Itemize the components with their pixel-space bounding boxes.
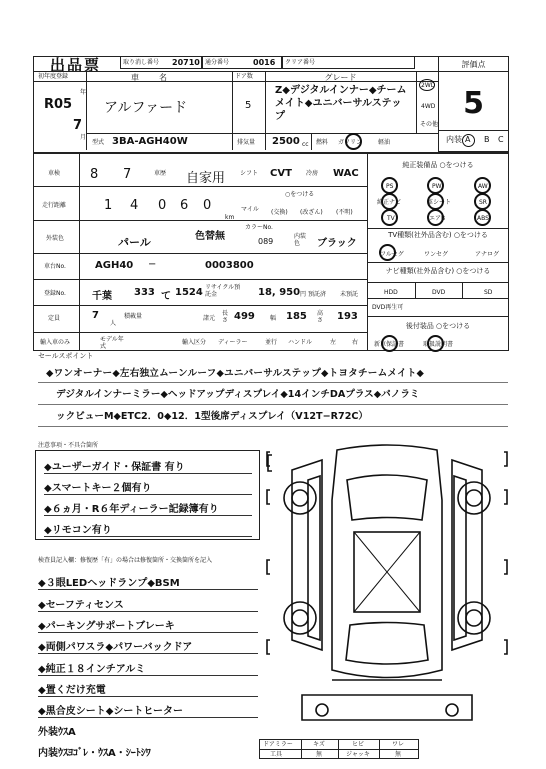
mileage-unit: km bbox=[225, 214, 235, 221]
interior-color-label: 内装色 bbox=[294, 233, 307, 247]
drive-4wd: 4WD bbox=[421, 103, 436, 110]
year-unit: 年 bbox=[80, 89, 87, 96]
equip-airbag-circle bbox=[427, 209, 444, 226]
height-unit: 高さ bbox=[317, 310, 324, 324]
claim-label: クリア番号 bbox=[285, 59, 316, 66]
tv-oneseg: ワンセグ bbox=[424, 251, 449, 258]
reg-era: R05 bbox=[44, 97, 73, 112]
color-change: 色替無 bbox=[195, 231, 225, 242]
equip-sr-circle bbox=[474, 193, 491, 210]
shaken-year: 8 bbox=[90, 167, 99, 182]
import-dealer: ディーラー bbox=[218, 339, 248, 346]
drive-2wd: 2WD bbox=[421, 82, 436, 89]
handle-label: ハンドル bbox=[288, 339, 313, 346]
ac-value: WAC bbox=[333, 168, 359, 179]
plate-number: 1524 bbox=[175, 287, 203, 298]
color-label: 外装色 bbox=[46, 235, 65, 242]
repair-8: 外装ｳｽA bbox=[38, 727, 76, 738]
car-name: アルファード bbox=[104, 100, 188, 116]
grade-value: Z◆デジタルインナー◆チームメイト◆ユニバーサルステップ bbox=[275, 85, 407, 122]
plate-class: 333 bbox=[134, 287, 155, 298]
handle-left: 左 bbox=[330, 339, 337, 346]
equip-nav-circle bbox=[381, 193, 398, 210]
equip-airbag: エアB bbox=[429, 215, 446, 222]
repair-9: 内装ｳｽﾖｺﾞﾚ・ｳｽA・ｼｰﾄｼﾜ bbox=[38, 748, 151, 759]
recycle-paid: 預託済 bbox=[308, 291, 327, 298]
load-label: 積載量 bbox=[124, 313, 143, 320]
mileage-d2: 4 bbox=[130, 198, 139, 213]
equip-pw: PW bbox=[432, 183, 442, 190]
mileage-mark-label: ○をつける bbox=[285, 191, 315, 198]
note-2: ◆スマートキー２個有り bbox=[44, 479, 252, 495]
reg-month: 7 bbox=[73, 118, 83, 133]
doors-label: ドア数 bbox=[235, 73, 253, 80]
fuel-label: 燃料 bbox=[316, 139, 329, 146]
interior-label: 内装 bbox=[446, 135, 462, 144]
note-1: ◆ユーザーガイド・保証書 有り bbox=[44, 458, 252, 474]
after-manual: 取扱説明書 bbox=[423, 341, 454, 348]
interior-color-value: ブラック bbox=[317, 238, 357, 249]
mileage-mark-swap: (交換) bbox=[271, 209, 288, 216]
chassis-number: 0003800 bbox=[205, 260, 254, 271]
note-4: ◆リモコン有り bbox=[44, 521, 252, 537]
repair-2: ◆セーフティセンス bbox=[38, 596, 258, 612]
recycle-unit: 円 bbox=[300, 291, 307, 298]
equip-aw: AW bbox=[478, 183, 488, 190]
plate-area: 千葉 bbox=[92, 291, 112, 302]
recycle-label: リサイクル預託金 bbox=[205, 284, 241, 298]
plate-label: 登録No. bbox=[44, 290, 66, 297]
car-damage-diagram bbox=[262, 440, 512, 730]
drive-other: その他 bbox=[420, 121, 439, 128]
model-value: 3BA-AGH40W bbox=[112, 136, 188, 147]
sales-point-label: セールスポイント bbox=[38, 352, 94, 360]
repair-4: ◆両側パワスラ◆パワーバックドア bbox=[38, 638, 258, 654]
color-value: パール bbox=[118, 236, 151, 249]
nav-title: ナビ種類(社外品含む) ○をつける bbox=[385, 267, 491, 275]
displacement-value: 2500 bbox=[272, 136, 300, 147]
import-label: 輸入車のみ bbox=[40, 339, 71, 346]
displacement-label: 排気量 bbox=[237, 139, 256, 146]
equip-aw-circle bbox=[474, 177, 491, 194]
usage-value: 自家用 bbox=[186, 171, 226, 186]
footer-h4: ワレ bbox=[392, 741, 405, 748]
after-warranty-circle bbox=[381, 335, 398, 352]
mileage-mark-tamper: (改ざん) bbox=[300, 209, 323, 216]
lot-value: 20710 bbox=[172, 58, 200, 67]
tv-fullseg: フルセグ bbox=[380, 251, 404, 258]
drive-2wd-circle bbox=[419, 79, 435, 91]
doors-value: 5 bbox=[245, 100, 252, 111]
capacity-unit: 人 bbox=[110, 320, 117, 327]
repair-3: ◆パーキングサポートブレーキ bbox=[38, 617, 258, 633]
usage-label: 車歴 bbox=[154, 170, 167, 177]
tv-title: TV種類(社外品含む) ○をつける bbox=[388, 231, 488, 239]
tv-fullseg-circle bbox=[379, 244, 396, 261]
interior-grade-c: C bbox=[498, 135, 504, 144]
equip-ps-circle bbox=[381, 177, 398, 194]
footer-h1: ドアミラー bbox=[263, 741, 293, 748]
equip-tv: TV bbox=[387, 215, 395, 222]
equip-nav: 純正ナビ bbox=[377, 199, 402, 206]
fuel-diesel: 軽油 bbox=[378, 139, 391, 146]
equip-abs-circle bbox=[474, 209, 491, 226]
name-label: 車名 bbox=[131, 73, 187, 82]
mileage-d3: 0 bbox=[158, 198, 167, 213]
footer-v2: 無 bbox=[316, 751, 323, 758]
score-value: 5 bbox=[463, 86, 484, 121]
width-unit: 幅 bbox=[270, 315, 277, 322]
import-type-label: 輸入区分 bbox=[182, 339, 207, 346]
interior-grade-b: B bbox=[484, 135, 490, 144]
plate-kana: て bbox=[161, 291, 171, 302]
dims-label: 諸元 bbox=[203, 315, 216, 322]
color-no-value: 089 bbox=[258, 237, 274, 246]
seq-value: 0016 bbox=[253, 58, 276, 67]
nav-hdd: HDD bbox=[384, 289, 398, 296]
recycle-value: 18, 950 bbox=[258, 287, 301, 298]
chassis-dash: − bbox=[148, 259, 157, 270]
equip-leather-circle bbox=[427, 193, 444, 210]
mileage-d5: 0 bbox=[203, 198, 212, 213]
shaken-month: 7 bbox=[123, 167, 132, 182]
fuel-gasoline: ガソリン bbox=[338, 139, 363, 146]
shift-label: シフト bbox=[240, 170, 259, 177]
footer-h3: ヒビ bbox=[352, 741, 365, 748]
score-label: 評価点 bbox=[461, 60, 486, 69]
mileage-label: 走行距離 bbox=[42, 202, 67, 209]
length-value: 499 bbox=[234, 311, 255, 322]
length-unit: 長さ bbox=[222, 310, 229, 324]
lot-label: 取り消し番号 bbox=[123, 59, 160, 66]
repair-6: ◆置くだけ充電 bbox=[38, 681, 258, 697]
notes-label: 注意事項・不具合箇所 bbox=[38, 442, 99, 449]
footer-v3: ジャッキ bbox=[346, 751, 370, 758]
displacement-unit: cc bbox=[302, 141, 309, 148]
sales-line-1: ◆ワンオーナー◆左右独立ムーンルーフ◆ユニバーサルステップ◆トヨタチームメイト◆ bbox=[46, 368, 425, 379]
equip-sr: SR bbox=[479, 199, 487, 206]
month-unit: 月 bbox=[80, 134, 87, 141]
import-parallel: 並行 bbox=[265, 339, 278, 346]
after-title: 後付装品 ○をつける bbox=[405, 322, 471, 330]
after-warranty: 新車保証書 bbox=[374, 341, 405, 348]
mileage-mark-mile: マイル bbox=[241, 206, 259, 213]
note-3: ◆６ヵ月・R６年ディーラー記録簿有り bbox=[44, 500, 252, 516]
nav-sd: SD bbox=[484, 289, 493, 296]
seq-label: 通分番号 bbox=[205, 59, 230, 66]
mileage-d1: 1 bbox=[104, 198, 113, 213]
width-value: 185 bbox=[286, 311, 307, 322]
tv-analog: アナログ bbox=[475, 251, 500, 258]
repair-1: ◆３眼LEDヘッドランプ◆BSM bbox=[38, 574, 258, 590]
nav-dvd: DVD bbox=[432, 289, 446, 296]
color-no-label: カラーNo. bbox=[245, 224, 273, 231]
handle-right: 右 bbox=[352, 339, 359, 346]
model-label: 型式 bbox=[92, 139, 105, 146]
sheet-title: 出品票 bbox=[50, 56, 102, 74]
chassis-prefix: AGH40 bbox=[95, 260, 134, 271]
ac-label: 冷房 bbox=[306, 170, 319, 177]
repair-label: 検査員記入欄：修復歴「有」の場合は修復箇所・交換箇所を記入 bbox=[38, 557, 213, 564]
shaken-label: 車検 bbox=[48, 170, 61, 177]
repair-5: ◆純正１８インチアルミ bbox=[38, 660, 258, 676]
mileage-mark-unknown: (不明) bbox=[336, 209, 353, 216]
footer-h2: キズ bbox=[313, 741, 325, 748]
dvd-label: DVD再生可 bbox=[372, 304, 404, 311]
repair-7: ◆黒合皮シート◆シートヒーター bbox=[38, 702, 258, 718]
model-year-label: モデル年式 bbox=[100, 336, 124, 350]
sales-line-2: デジタルインナーミラー◆ヘッドアップディスプレイ◆14インチDAプラス◆パノラミ bbox=[56, 389, 420, 400]
equip-ps: PS bbox=[386, 183, 394, 190]
equip-leather: 革シート bbox=[427, 199, 452, 206]
shift-value: CVT bbox=[270, 168, 292, 179]
equip-abs: ABS bbox=[477, 215, 489, 222]
capacity-value: 7 bbox=[92, 310, 99, 321]
sales-line-3: ックビューM◆ETC2．0◆12．1型後席ディスプレイ（V12T−R72C） bbox=[56, 411, 369, 422]
recycle-unpaid: 未預託 bbox=[340, 291, 359, 298]
std-title: 純正装備品 ○をつける bbox=[402, 161, 474, 169]
capacity-label: 定員 bbox=[48, 315, 61, 322]
grade-label: グレード bbox=[324, 73, 357, 82]
footer-v1: 工具 bbox=[270, 751, 283, 758]
after-manual-circle bbox=[427, 335, 444, 352]
reg-label: 初年度登録 bbox=[38, 73, 69, 80]
mileage-d4: 6 bbox=[180, 198, 189, 213]
footer-v4: 無 bbox=[395, 751, 402, 758]
height-value: 193 bbox=[337, 311, 358, 322]
chassis-label: 車台No. bbox=[44, 263, 66, 270]
equip-pw-circle bbox=[427, 177, 444, 194]
interior-grade-a: A bbox=[465, 135, 471, 144]
fuel-gasoline-circle bbox=[345, 133, 362, 150]
